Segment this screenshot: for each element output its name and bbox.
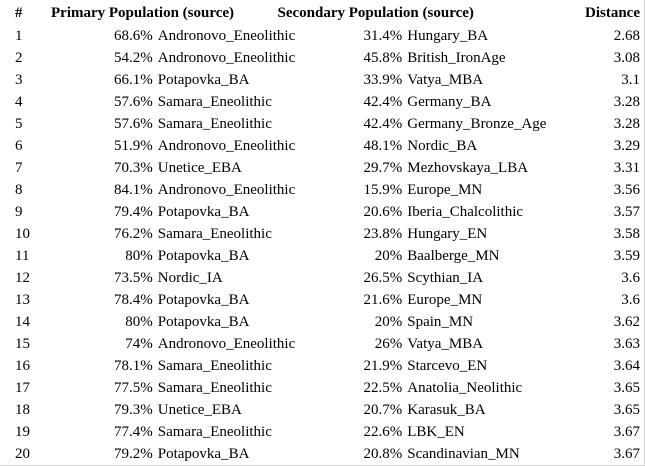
table-row xyxy=(1,245,642,267)
primary-population: Samara_Eneolithic xyxy=(157,424,272,440)
table-row xyxy=(1,179,642,201)
distance-value: 3.67 xyxy=(613,446,640,462)
distance-value: 3.31 xyxy=(613,160,640,176)
row-index: 8 xyxy=(15,182,23,198)
header-index: # xyxy=(15,4,23,21)
header-primary-population: Primary Population (source) xyxy=(51,4,235,21)
distance-value: 2.68 xyxy=(613,28,640,44)
primary-percent: 57.6% xyxy=(114,94,153,110)
table-row xyxy=(1,157,642,179)
table-row xyxy=(1,91,642,113)
row-index: 9 xyxy=(15,204,23,220)
primary-percent: 74% xyxy=(125,336,153,352)
table-row xyxy=(1,25,642,47)
row-index: 17 xyxy=(15,380,30,396)
distance-value: 3.62 xyxy=(613,314,640,330)
primary-percent: 79.3% xyxy=(114,402,153,418)
distance-value: 3.28 xyxy=(613,94,640,110)
primary-population: Samara_Eneolithic xyxy=(157,116,272,132)
secondary-population: LBK_EN xyxy=(407,424,465,440)
primary-population: Nordic_IA xyxy=(157,270,223,286)
table-body xyxy=(1,25,642,465)
primary-population: Samara_Eneolithic xyxy=(157,226,272,242)
primary-percent: 80% xyxy=(125,248,153,264)
table-row xyxy=(1,113,642,135)
distance-value: 3.64 xyxy=(613,358,640,374)
primary-percent: 77.4% xyxy=(114,424,153,440)
primary-population: Andronovo_Eneolithic xyxy=(157,138,296,154)
distance-value: 3.65 xyxy=(613,380,640,396)
secondary-population: Spain_MN xyxy=(407,314,474,330)
secondary-population: Europe_MN xyxy=(407,182,483,198)
secondary-percent: 45.8% xyxy=(363,50,403,66)
primary-population: Samara_Eneolithic xyxy=(157,380,272,396)
distance-value: 3.56 xyxy=(613,182,640,198)
secondary-percent: 42.4% xyxy=(363,94,403,110)
primary-population: Andronovo_Eneolithic xyxy=(157,182,296,198)
secondary-population: Germany_BA xyxy=(407,94,492,110)
secondary-percent: 48.1% xyxy=(363,138,403,154)
distance-value: 3.58 xyxy=(613,226,640,242)
distance-value: 3.28 xyxy=(613,116,640,132)
secondary-percent: 26% xyxy=(374,336,403,352)
secondary-percent: 20.7% xyxy=(363,402,403,418)
row-index: 16 xyxy=(15,358,30,374)
primary-percent: 73.5% xyxy=(114,270,153,286)
secondary-population: Baalberge_MN xyxy=(407,248,500,264)
distance-value: 3.65 xyxy=(613,402,640,418)
table-row xyxy=(1,201,642,223)
primary-population: Samara_Eneolithic xyxy=(157,94,272,110)
secondary-population: Scythian_IA xyxy=(407,270,484,286)
primary-population: Potapovka_BA xyxy=(157,314,250,330)
primary-percent: 77.5% xyxy=(114,380,153,396)
distance-value: 3.6 xyxy=(621,292,640,308)
secondary-percent: 20% xyxy=(374,248,403,264)
primary-percent: 54.2% xyxy=(114,50,153,66)
secondary-percent: 22.5% xyxy=(363,380,403,396)
row-index: 5 xyxy=(15,116,23,132)
row-index: 14 xyxy=(15,314,30,330)
secondary-population: Vatya_MBA xyxy=(407,72,484,88)
primary-percent: 70.3% xyxy=(114,160,153,176)
primary-population: Andronovo_Eneolithic xyxy=(157,336,296,352)
secondary-population: Germany_Bronze_Age xyxy=(407,116,547,132)
table-row xyxy=(1,311,642,333)
primary-percent: 78.4% xyxy=(114,292,153,308)
secondary-percent: 22.6% xyxy=(363,424,403,440)
distance-value: 3.29 xyxy=(613,138,640,154)
secondary-percent: 31.4% xyxy=(363,28,403,44)
row-index: 11 xyxy=(15,248,30,264)
secondary-percent: 33.9% xyxy=(363,72,403,88)
table-row xyxy=(1,399,642,421)
primary-population: Potapovka_BA xyxy=(157,446,250,462)
row-index: 12 xyxy=(15,270,30,286)
secondary-percent: 42.4% xyxy=(363,116,403,132)
primary-population: Unetice_EBA xyxy=(157,402,242,418)
primary-percent: 76.2% xyxy=(114,226,153,242)
admixture-results-table xyxy=(1,0,642,465)
row-index: 13 xyxy=(15,292,30,308)
primary-population: Potapovka_BA xyxy=(157,72,250,88)
table-row xyxy=(1,333,642,355)
secondary-percent: 20.8% xyxy=(363,446,403,462)
distance-value: 3.6 xyxy=(621,270,640,286)
table-row xyxy=(1,267,642,289)
table-header-row xyxy=(1,0,642,25)
primary-percent: 80% xyxy=(125,314,153,330)
row-index: 7 xyxy=(15,160,23,176)
primary-percent: 84.1% xyxy=(114,182,153,198)
primary-percent: 79.2% xyxy=(114,446,153,462)
distance-value: 3.08 xyxy=(613,50,640,66)
primary-population: Andronovo_Eneolithic xyxy=(157,28,296,44)
secondary-population: Hungary_EN xyxy=(407,226,488,242)
row-index: 20 xyxy=(15,446,30,462)
row-index: 6 xyxy=(15,138,23,154)
primary-population: Potapovka_BA xyxy=(157,248,250,264)
secondary-percent: 15.9% xyxy=(363,182,403,198)
row-index: 18 xyxy=(15,402,30,418)
row-index: 4 xyxy=(15,94,23,110)
row-index: 15 xyxy=(15,336,30,352)
table-row xyxy=(1,289,642,311)
secondary-population: Hungary_BA xyxy=(407,28,489,44)
row-index: 3 xyxy=(15,72,23,88)
row-index: 19 xyxy=(15,424,30,440)
distance-value: 3.1 xyxy=(621,72,640,88)
primary-percent: 68.6% xyxy=(114,28,153,44)
primary-population: Samara_Eneolithic xyxy=(157,358,272,374)
secondary-population: British_IronAge xyxy=(407,50,506,66)
primary-percent: 78.1% xyxy=(114,358,153,374)
header-distance: Distance xyxy=(585,4,640,21)
row-index: 2 xyxy=(15,50,23,66)
distance-value: 3.63 xyxy=(613,336,640,352)
primary-population: Potapovka_BA xyxy=(157,292,250,308)
primary-percent: 51.9% xyxy=(114,138,153,154)
primary-population: Potapovka_BA xyxy=(157,204,250,220)
distance-value: 3.67 xyxy=(613,424,640,440)
table-row xyxy=(1,223,642,245)
table-row xyxy=(1,443,642,465)
primary-population: Unetice_EBA xyxy=(157,160,242,176)
row-index: 1 xyxy=(15,28,23,44)
distance-value: 3.57 xyxy=(613,204,640,220)
secondary-percent: 20.6% xyxy=(363,204,403,220)
primary-percent: 66.1% xyxy=(114,72,153,88)
table-row xyxy=(1,377,642,399)
secondary-population: Starcevo_EN xyxy=(407,358,488,374)
secondary-population: Anatolia_Neolithic xyxy=(407,380,523,396)
table-row xyxy=(1,421,642,443)
row-index: 10 xyxy=(15,226,30,242)
secondary-percent: 26.5% xyxy=(363,270,403,286)
table-row xyxy=(1,69,642,91)
secondary-population: Europe_MN xyxy=(407,292,483,308)
secondary-percent: 21.9% xyxy=(363,358,403,374)
secondary-percent: 21.6% xyxy=(363,292,403,308)
table-row xyxy=(1,135,642,157)
table-row xyxy=(1,47,642,69)
secondary-population: Nordic_BA xyxy=(407,138,478,154)
secondary-percent: 29.7% xyxy=(363,160,403,176)
secondary-population: Karasuk_BA xyxy=(407,402,486,418)
primary-percent: 79.4% xyxy=(114,204,153,220)
primary-percent: 57.6% xyxy=(114,116,153,132)
primary-population: Andronovo_Eneolithic xyxy=(157,50,296,66)
header-secondary-population: Secondary Population (source) xyxy=(277,4,474,21)
table-row xyxy=(1,355,642,377)
secondary-population: Vatya_MBA xyxy=(407,336,484,352)
secondary-population: Scandinavian_MN xyxy=(407,446,520,462)
secondary-percent: 23.8% xyxy=(363,226,403,242)
distance-value: 3.59 xyxy=(613,248,640,264)
secondary-percent: 20% xyxy=(374,314,403,330)
secondary-population: Iberia_Chalcolithic xyxy=(407,204,524,220)
secondary-population: Mezhovskaya_LBA xyxy=(407,160,529,176)
